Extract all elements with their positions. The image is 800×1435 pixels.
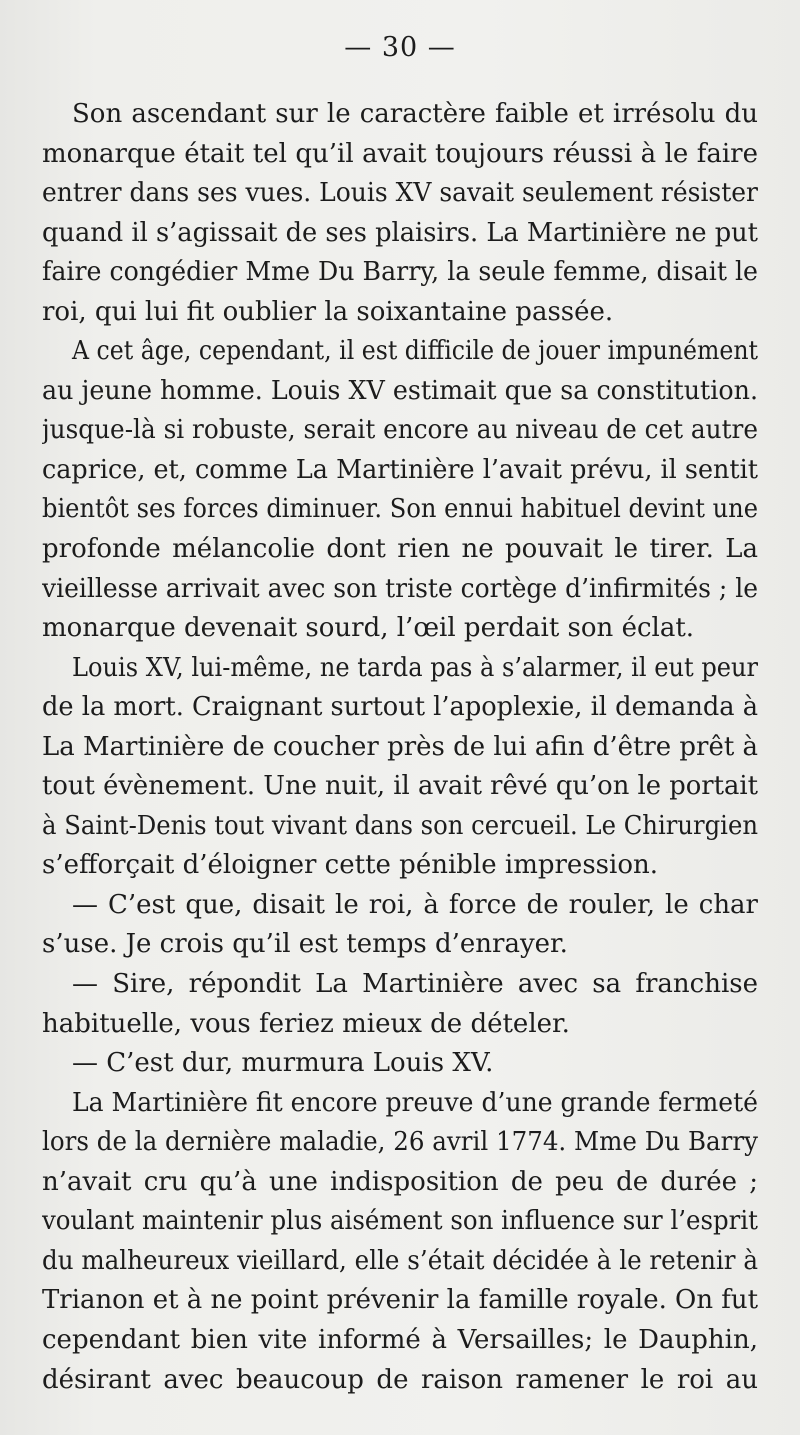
text-line: — C’est que, disait le roi, à force de rouler, le char [72,889,758,920]
text-line: — Sire, répondit La Martinière avec sa franchise [72,969,758,1000]
text-line: tout évènement. Une nuit, il avait rêvé qu’on le portait [42,771,758,802]
text-line: — C’est dur, murmura Louis XV. [72,1048,494,1079]
text-line: vieillesse arrivait avec son triste cortège d’infirmités ; le [42,573,758,604]
text-line: Louis XV, lui-même, ne tarda pas à s’alarmer, il eut peur [72,652,758,683]
text-line: voulant maintenir plus aisément son influence sur l’esprit [42,1206,758,1237]
text-line: monarque était tel qu’il avait toujours réussi à le faire [42,138,758,169]
text-line: roi, qui lui fit oublier la soixantaine passée. [42,296,614,327]
text-line: quand il s’agissait de ses plaisirs. La Martinière ne put [42,217,758,248]
page-number: — 30 — [344,32,456,63]
text-line: désirant avec beaucoup de raison ramener le roi au [42,1364,758,1395]
text-line: s’use. Je crois qu’il est temps d’enrayer. [42,929,568,960]
text-line: cependant bien vite informé à Versailles; le Dauphin, [42,1324,758,1355]
text-line: monarque devenait sourd, l’œil perdait son éclat. [42,613,695,644]
text-line: s’efforçait d’éloigner cette pénible impression. [42,850,658,881]
text-line: faire congédier Mme Du Barry, la seule femme, disait le [42,257,758,288]
text-line: profonde mélancolie dont rien ne pouvait le tirer. La [42,534,758,565]
text-line: jusque-là si robuste, serait encore au niveau de cet autre [42,415,758,446]
text-line: habituelle, vous feriez mieux de dételer. [42,1008,570,1039]
text-line: bientôt ses forces diminuer. Son ennui habituel devint une [42,494,758,525]
text-line: n’avait cru qu’à une indisposition de peu de durée ; [42,1166,758,1197]
text-line: La Martinière fit encore preuve d’une grande fermeté [72,1087,758,1118]
text-line: de la mort. Craignant surtout l’apoplexie, il demanda à [42,692,758,723]
text-line: caprice, et, comme La Martinière l’avait prévu, il sentit [42,454,758,485]
text-line: Son ascendant sur le caractère faible et irrésolu du [72,99,758,129]
text-line: La Martinière de coucher près de lui afin d’être prêt à [42,731,758,762]
text-line: à Saint-Denis tout vivant dans son cercueil. Le Chirurgien [42,810,758,841]
text-line: du malheureux vieillard, elle s’était décidée à le retenir à [42,1245,758,1276]
text-line: au jeune homme. Louis XV estimait que sa constitution. [42,375,758,406]
text-line: entrer dans ses vues. Louis XV savait seulement résister [42,178,758,209]
text-line: lors de la dernière maladie, 26 avril 1774. Mme Du Barry [42,1127,758,1158]
body-text [42,95,758,1400]
text-line: A cet âge, cependant, il est difficile de jouer impunément [72,336,758,367]
text-line: Trianon et à ne point prévenir la famille royale. On fut [42,1285,758,1316]
